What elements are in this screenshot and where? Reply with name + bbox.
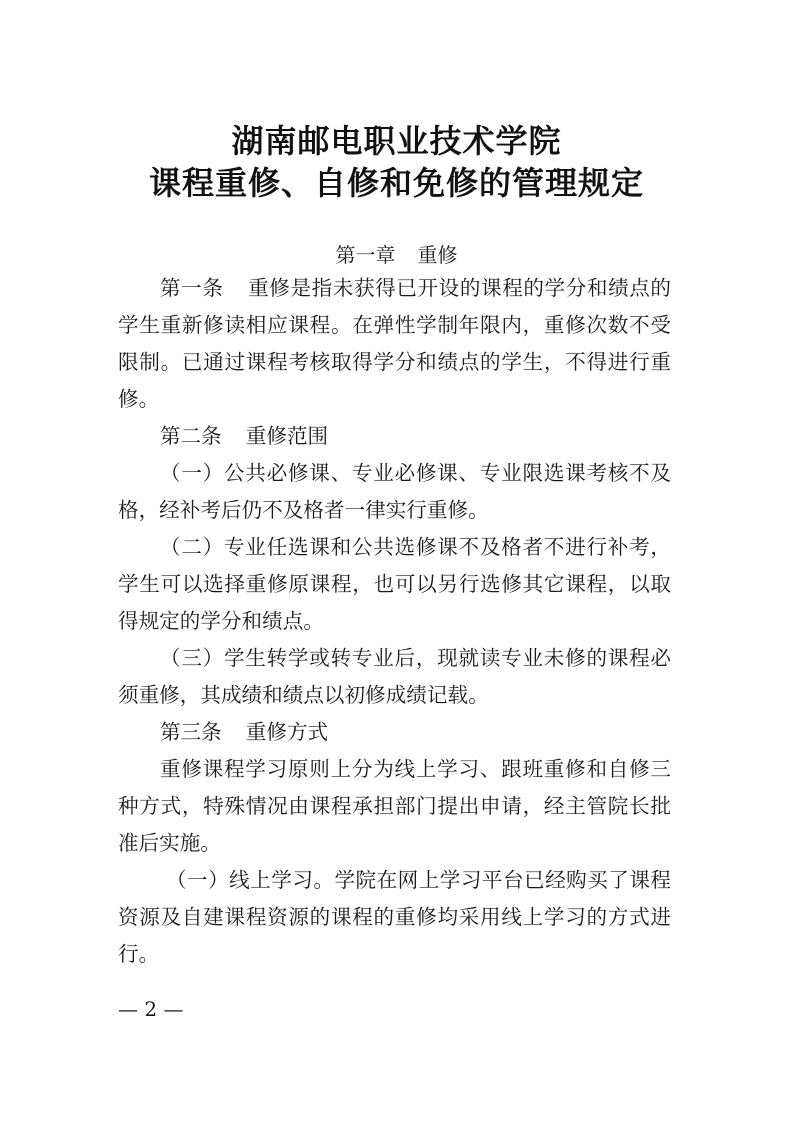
article-2-label: 第二条 bbox=[160, 424, 222, 448]
article-3-heading bbox=[118, 714, 671, 751]
chapter-number: 第一章 bbox=[335, 243, 396, 267]
chapter-name: 重修 bbox=[417, 243, 458, 267]
document-title-line1: 湖南邮电职业技术学院 bbox=[231, 122, 562, 160]
document-title-line2: 课程重修、自修和免修的管理规定 bbox=[148, 164, 644, 202]
article-3-item-1: （一）线上学习。学院在网上学习平台已经购买了课程资源及自建课程资源的课程的重修均采用线上学习的方式进行。 bbox=[118, 868, 671, 966]
chapter-heading bbox=[0, 241, 793, 269]
article-1 bbox=[118, 270, 671, 418]
page-number: — 2 — bbox=[118, 997, 184, 1021]
article-2-item-2: （二）专业任选课和公共选修课不及格者不进行补考，学生可以选择重修原课程，也可以另行选修其它课程，以取得规定的学分和绩点。 bbox=[118, 535, 671, 633]
article-2-item-3: （三）学生转学或转专业后，现就读专业未修的课程必须重修，其成绩和绩点以初修成绩记载。 bbox=[118, 646, 671, 707]
article-2-heading bbox=[118, 418, 671, 455]
article-2-title: 重修范围 bbox=[245, 424, 329, 448]
article-3-title: 重修方式 bbox=[245, 720, 329, 744]
article-1-label: 第一条 bbox=[160, 276, 224, 300]
article-2-item-1: （一）公共必修课、专业必修课、专业限选课考核不及格，经补考后仍不及格者一律实行重修。 bbox=[118, 461, 671, 522]
article-3-label: 第三条 bbox=[160, 720, 222, 744]
document-body bbox=[118, 270, 671, 973]
article-3-paragraph: 重修课程学习原则上分为线上学习、跟班重修和自修三种方式，特殊情况由课程承担部门提出申请，经主管院长批准后实施。 bbox=[118, 757, 671, 855]
article-1-text: 重修是指未获得已开设的课程的学分和绩点的学生重新修读相应课程。在弹性学制年限内，重修次数不受限制。已通过课程考核取得学分和绩点的学生，不得进行重修。 bbox=[118, 276, 672, 411]
